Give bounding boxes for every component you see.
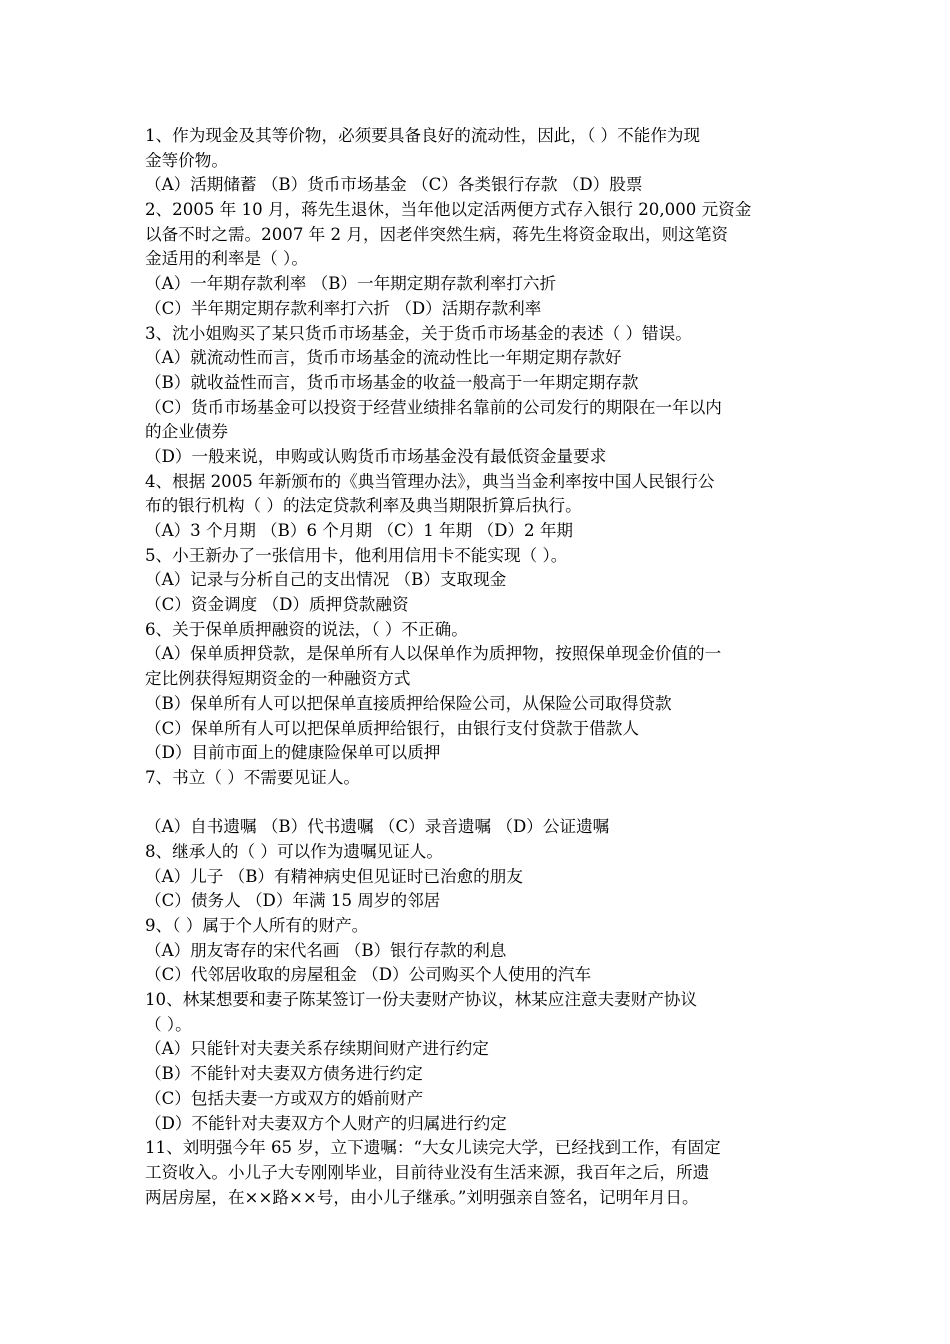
text-line: 10、林某想要和妻子陈某签订一份夫妻财产协议，林某应注意夫妻财产协议 [145,990,698,1010]
text-line: 工资收入。小儿子大专刚刚毕业，目前待业没有生活来源，我百年之后，所遗 [145,1162,710,1182]
text-line: 金等价物。 [145,150,228,170]
text-line: （B）不能针对夫妻双方债务进行约定 [145,1064,423,1084]
text-line: 1、作为现金及其等价物，必须要具备良好的流动性，因此，（ ）不能作为现 [145,126,701,145]
text-line: （C）货币市场基金可以投资于经营业绩排名靠前的公司发行的期限在一年以内 [145,397,722,417]
text-line: （C）代邻居收取的房屋租金 （D）公司购买个人使用的汽车 [145,965,592,985]
text-line: 5、小王新办了一张信用卡，他利用信用卡不能实现（ ）。 [145,545,568,565]
text-line: 的企业债券 [145,422,228,442]
text-line: 以备不时之需。2007 年 2 月，因老伴突然生病，蒋先生将资金取出，则这笔资 [145,224,729,244]
text-line: （A）一年期存款利率 （B）一年期定期存款利率打六折 [145,274,557,294]
text-line: （A）朋友寄存的宋代名画 （B）银行存款的利息 [145,940,507,960]
text-line: （A）就流动性而言，货币市场基金的流动性比一年期定期存款好 [145,348,622,368]
text-line: （D）目前市面上的健康险保单可以质押 [145,743,441,763]
text-line: （A）儿子 （B）有精神病史但见证时已治愈的朋友 [145,866,523,886]
text-line: （A）只能针对夫妻关系存续期间财产进行约定 [145,1039,489,1059]
text-line: （A）保单质押贷款，是保单所有人以保单作为质押物，按照保单现金价值的一 [145,644,722,664]
blank-line [145,791,810,816]
text-line: （C）包括夫妻一方或双方的婚前财产 [145,1088,424,1108]
text-line: 6、关于保单质押融资的说法，（ ）不正确。 [145,619,468,639]
text-line: 定比例获得短期资金的一种融资方式 [145,669,411,689]
document-body [145,124,810,1210]
text-line: （A）活期储蓄 （B）货币市场基金 （C）各类银行存款 （D）股票 [145,175,643,195]
text-line: 两居房屋，在××路××号，由小儿子继承。”刘明强亲自签名，记明年月日。 [145,1187,699,1207]
text-line: （C）半年期定期存款利率打六折 （D）活期存款利率 [145,298,542,318]
text-line: （D）不能针对夫妻双方个人财产的归属进行约定 [145,1113,507,1133]
text-line: （D）一般来说，申购或认购货币市场基金没有最低资金量要求 [145,446,607,466]
text-line: （B）就收益性而言，货币市场基金的收益一般高于一年期定期存款 [145,372,639,392]
text-line: （A）自书遗嘱 （B）代书遗嘱 （C）录音遗嘱 （D）公证遗嘱 [145,817,610,837]
text-line: 布的银行机构（ ）的法定贷款利率及典当期限折算后执行。 [145,496,582,516]
text-line: （C）债务人 （D）年满 15 周岁的邻居 [145,891,441,911]
text-line: （C）保单所有人可以把保单质押给银行，由银行支付贷款于借款人 [145,718,639,738]
text-line: （A）记录与分析自己的支出情况 （B）支取现金 [145,570,507,590]
text-line: 4、根据 2005 年新颁布的《典当管理办法》，典当当金利率按中国人民银行公 [145,471,715,491]
text-line: （A）3 个月期 （B）6 个月期 （C）1 年期 （D）2 年期 [145,521,574,540]
text-line: （B）保单所有人可以把保单直接质押给保险公司，从保险公司取得贷款 [145,693,672,713]
text-line: 金适用的利率是（ ）。 [145,249,308,269]
text-line: 9、（ ）属于个人所有的财产。 [145,916,369,935]
text-line: 11、刘明强今年 65 岁，立下遗嘱：“大女儿读完大学，已经找到工作，有固定 [145,1138,721,1158]
text-line: 2、2005 年 10 月，蒋先生退休，当年他以定活两便方式存入银行 20,000 元资金 [145,200,752,220]
text-line: 7、书立（ ）不需要见证人。 [145,767,360,787]
text-line: （C）资金调度 （D）质押贷款融资 [145,595,409,615]
text-line: （ ）。 [145,1014,192,1034]
text-line: 3、沈小姐购买了某只货币市场基金，关于货币市场基金的表述（ ）错误。 [145,323,692,343]
text-line: 8、继承人的（ ）可以作为遗嘱见证人。 [145,841,443,861]
